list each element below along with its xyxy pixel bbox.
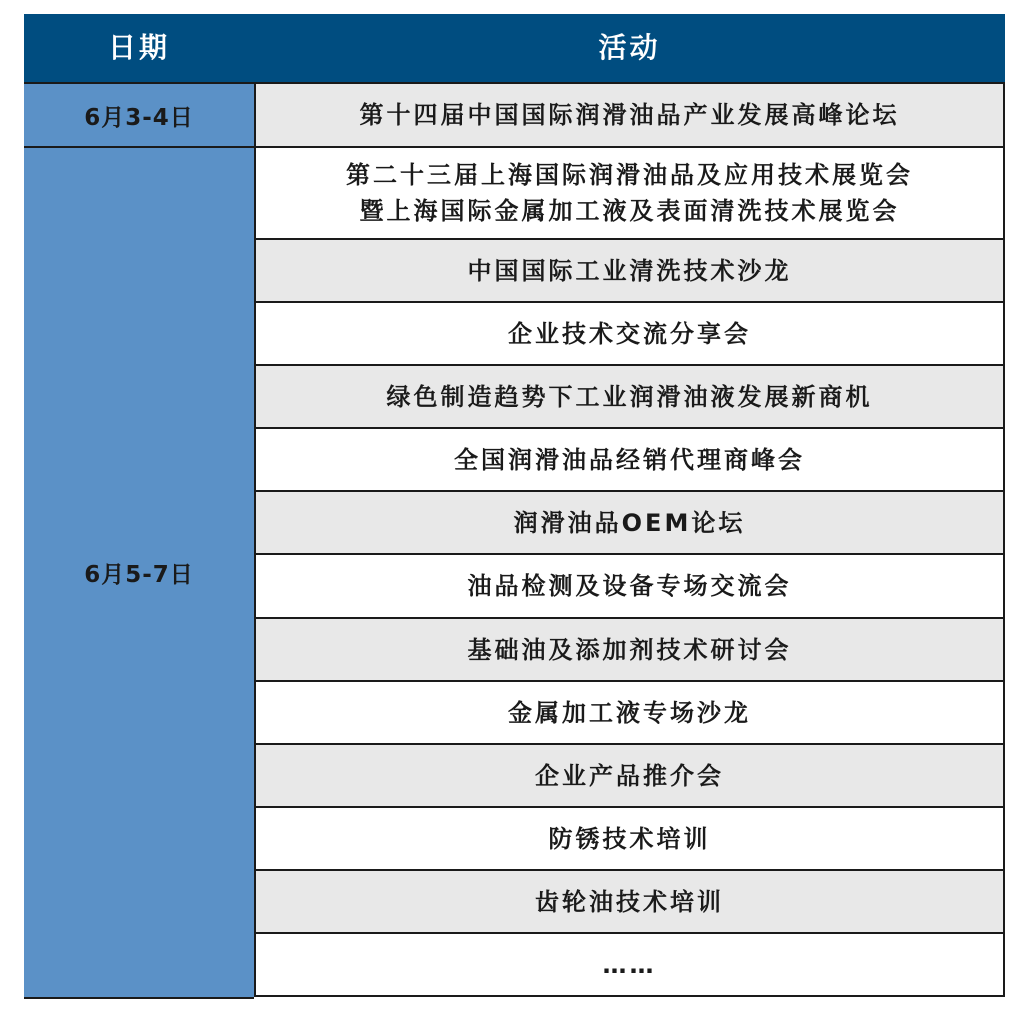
activity-text: 金属加工液专场沙龙: [508, 698, 751, 727]
activity-row: [256, 240, 1003, 303]
date-cell-2: 6月5-7日: [24, 148, 254, 999]
activity-text: 中国国际工业清洗技术沙龙: [467, 256, 792, 285]
header-date: 日期: [107, 31, 170, 64]
activity-row: [256, 429, 1003, 492]
activity-text: 防锈技术培训: [548, 824, 711, 853]
activity-row: [256, 84, 1003, 148]
activity-text: 企业产品推介会: [535, 761, 724, 790]
activity-text: 润滑油品OEM论坛: [513, 508, 746, 537]
activity-row: [256, 492, 1003, 555]
activity-row: [256, 682, 1003, 745]
activity-text: 全国润滑油品经销代理商峰会: [454, 445, 805, 474]
activity-row: [256, 871, 1003, 934]
activity-text: 绿色制造趋势下工业润滑油液发展新商机: [386, 382, 873, 411]
activity-row: [256, 934, 1003, 997]
activity-text: 暨上海国际金属加工液及表面清洗技术展览会: [359, 197, 900, 225]
activity-column: [254, 84, 1005, 997]
activity-text: 齿轮油技术培训: [535, 887, 724, 916]
date-cell-1: 6月3-4日: [24, 84, 254, 148]
activity-row: [256, 303, 1003, 366]
activity-text: 第二十三届上海国际润滑油品及应用技术展览会: [346, 161, 913, 189]
activity-row: [256, 808, 1003, 871]
activity-row: [256, 619, 1003, 682]
activity-text: 企业技术交流分享会: [508, 319, 751, 348]
activity-text: 油品检测及设备专场交流会: [467, 572, 792, 600]
activity-row: [256, 148, 1003, 240]
activity-text: 基础油及添加剂技术研讨会: [467, 635, 792, 664]
activity-row: [256, 555, 1003, 619]
activity-row: [256, 366, 1003, 429]
table-header: [24, 14, 1005, 84]
schedule-table: [24, 14, 1006, 999]
activity-text: 第十四届中国国际润滑油品产业发展高峰论坛: [359, 101, 900, 129]
header-activity: 活动: [598, 31, 661, 64]
activity-text: ……: [602, 950, 657, 979]
activity-row: [256, 745, 1003, 808]
